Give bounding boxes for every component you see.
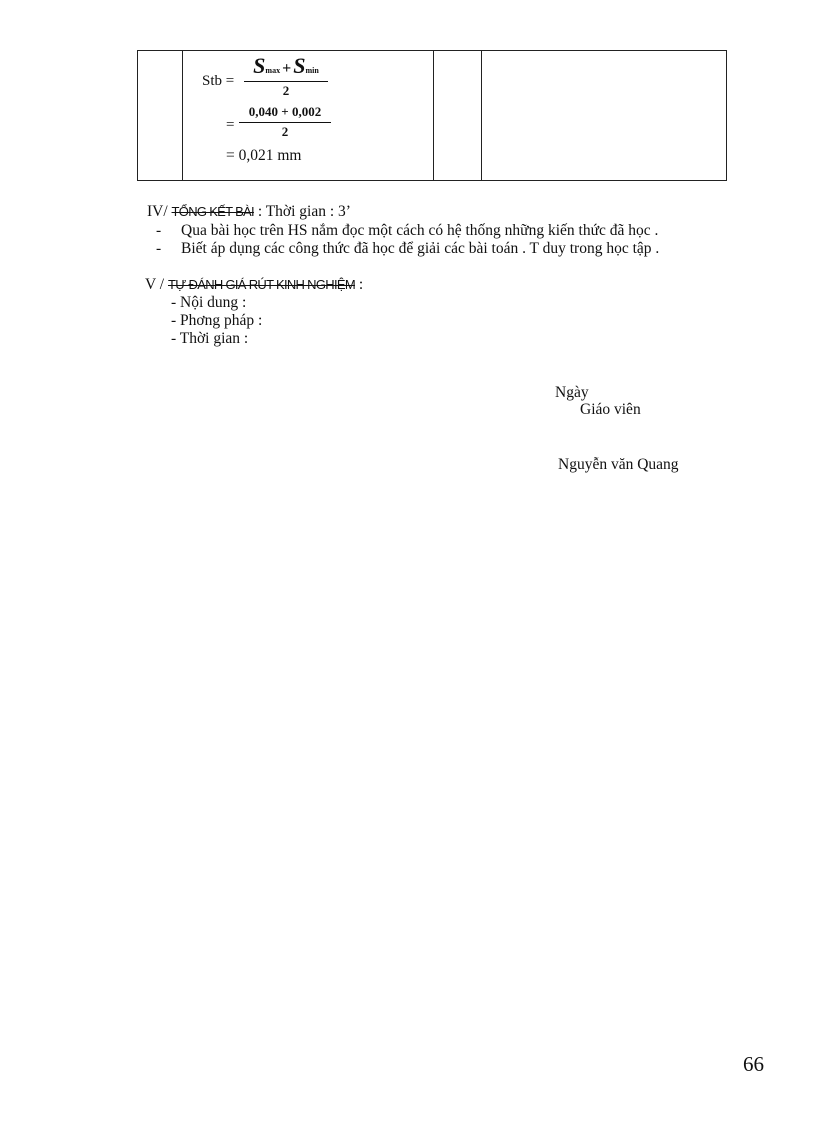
list-item: - Thời gian : — [171, 330, 249, 347]
list-item: Qua bài học trên HS nắm đọc một cách có hệ thống những kiến thức đã học . — [181, 222, 659, 239]
signature-date: Ngày — [555, 384, 589, 401]
table-divider — [182, 51, 183, 180]
result-value: = 0,021 mm — [226, 147, 302, 164]
stb-label: Stb = — [202, 73, 235, 89]
list-item-dash: - — [156, 222, 162, 239]
section-iv-heading: IV/ TỔNG KẾT BÀI : Thời gian : 3’ — [147, 203, 351, 220]
list-item: - Phơng pháp : — [171, 312, 263, 329]
signature-role: Giáo viên — [580, 401, 641, 418]
signature-name: Nguyễn văn Quang — [558, 456, 679, 473]
list-item: - Nội dung : — [171, 294, 247, 311]
list-item: Biết áp dụng các công thức đã học để giải các bài toán . T duy trong học tập . — [181, 240, 660, 257]
section-v-heading: V / TỰ ĐÁNH GIÁ RÚT KINH NGHIỆM : — [145, 276, 364, 293]
calculation-table — [137, 50, 727, 181]
eq-sign: = — [226, 117, 235, 133]
page-number: 66 — [743, 1052, 764, 1076]
table-divider — [433, 51, 434, 180]
table-divider — [481, 51, 482, 180]
fraction-values: 0,040 + 0,002 2 — [239, 104, 331, 140]
list-item-dash: - — [156, 240, 162, 257]
fraction-smax-smin: Smax +Smin 2 — [244, 53, 328, 99]
